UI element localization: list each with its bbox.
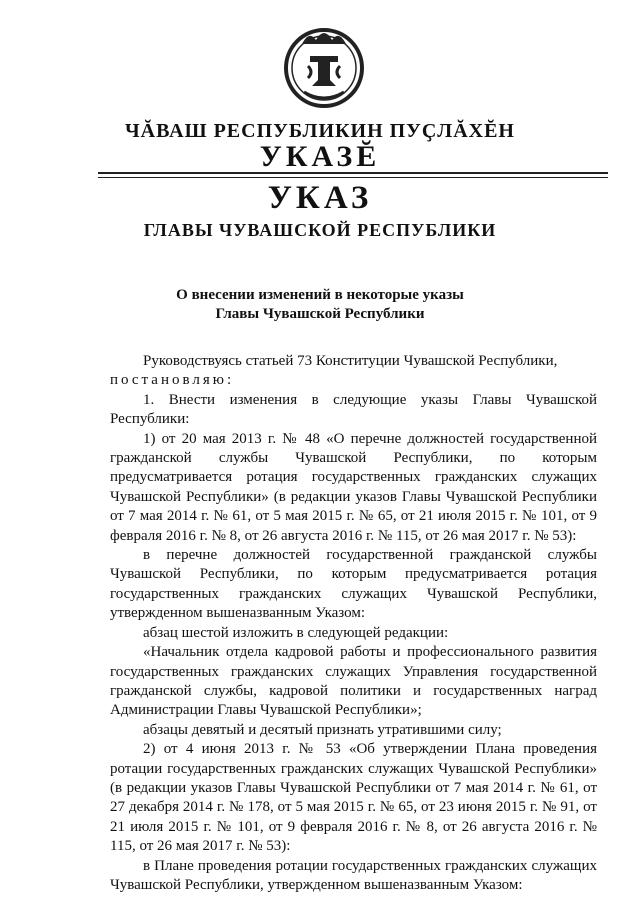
paragraph-abzac-9-10: абзацы девятый и десятый признать утратившими силу; — [143, 721, 502, 738]
paragraph-list-intro: в перечне должностей государственной гражданской службы Чувашской Республики, по которым предусматривается ротация государственных гражданских служащих Чувашской Республики, утвержденном вышеназванным Указом: — [110, 547, 597, 622]
document-body — [110, 352, 597, 895]
subject-line-2: Главы Чувашской Республики — [215, 306, 425, 322]
chuvash-emblem-icon — [284, 22, 364, 112]
subject-line-1: О внесении изменений в некоторые указы — [176, 287, 464, 303]
paragraph-subitem-2: 2) от 4 июня 2013 г. № 53 «Об утверждении Плана проведения ротации государственных гражданских служащих Чувашской Республики» (в редакции указов Главы Чувашской Республики от 7 мая 2014 г. № 61, от 27 декабря 2014 г. № 178, от 5 мая 2015 г. № 65, от 23 июня 2015 г. № 91, от 21 июля 2015 г. № 101, от 9 февраля 2016 г. № 8, от 26 августа 2016 г. № 115, от 26 мая 2017 г. № 53): — [110, 741, 597, 855]
header-rule-thin — [98, 177, 608, 178]
document-subject — [0, 286, 640, 324]
paragraph-abzac-6: абзац шестой изложить в следующей редакции: — [143, 624, 449, 641]
paragraph-plan-intro: в Плане проведения ротации государственных гражданских служащих Чувашской Республики, утвержденном вышеназванным Указом: — [110, 857, 597, 893]
chuvash-head-title: ЧĂВАШ РЕСПУБЛИКИН ПУҪЛĂХĔН — [124, 120, 515, 142]
decree-word: постановляю: — [110, 372, 235, 389]
paragraph-new-wording: «Начальник отдела кадровой работы и профессионального развития государственных гражданских служащих Управления государственной гражданской службы, кадровой политики и государственных наград Администрации Главы Чувашской Республики»; — [110, 644, 597, 719]
ukaz-title: УКАЗ — [267, 180, 373, 216]
paragraph-decree-word — [110, 371, 597, 390]
head-title: ГЛАВЫ ЧУВАШСКОЙ РЕСПУБЛИКИ — [143, 220, 497, 240]
paragraph-preamble: Руководствуясь статьей 73 Конституции Чувашской Республики, — [143, 353, 558, 369]
header-rule-thick — [98, 172, 608, 174]
paragraph-subitem-1: 1) от 20 мая 2013 г. № 48 «О перечне должностей государственной гражданской службы Чувашской Республики, по которым предусматривается ротация государственных гражданских служащих Чувашской Республики» (в редакции указов Главы Чувашской Республики от 7 мая 2014 г. № 61, от 5 мая 2015 г. № 65, от 21 июля 2015 г. № 101, от 9 февраля 2016 г. № 8, от 26 августа 2016 г. № 115, от 26 мая 2017 г. № 53): — [110, 430, 597, 544]
chuvash-ukaz-title: УКАЗĔ — [259, 140, 381, 173]
paragraph-item-1: 1. Внести изменения в следующие указы Главы Чувашской Республики: — [110, 391, 597, 428]
